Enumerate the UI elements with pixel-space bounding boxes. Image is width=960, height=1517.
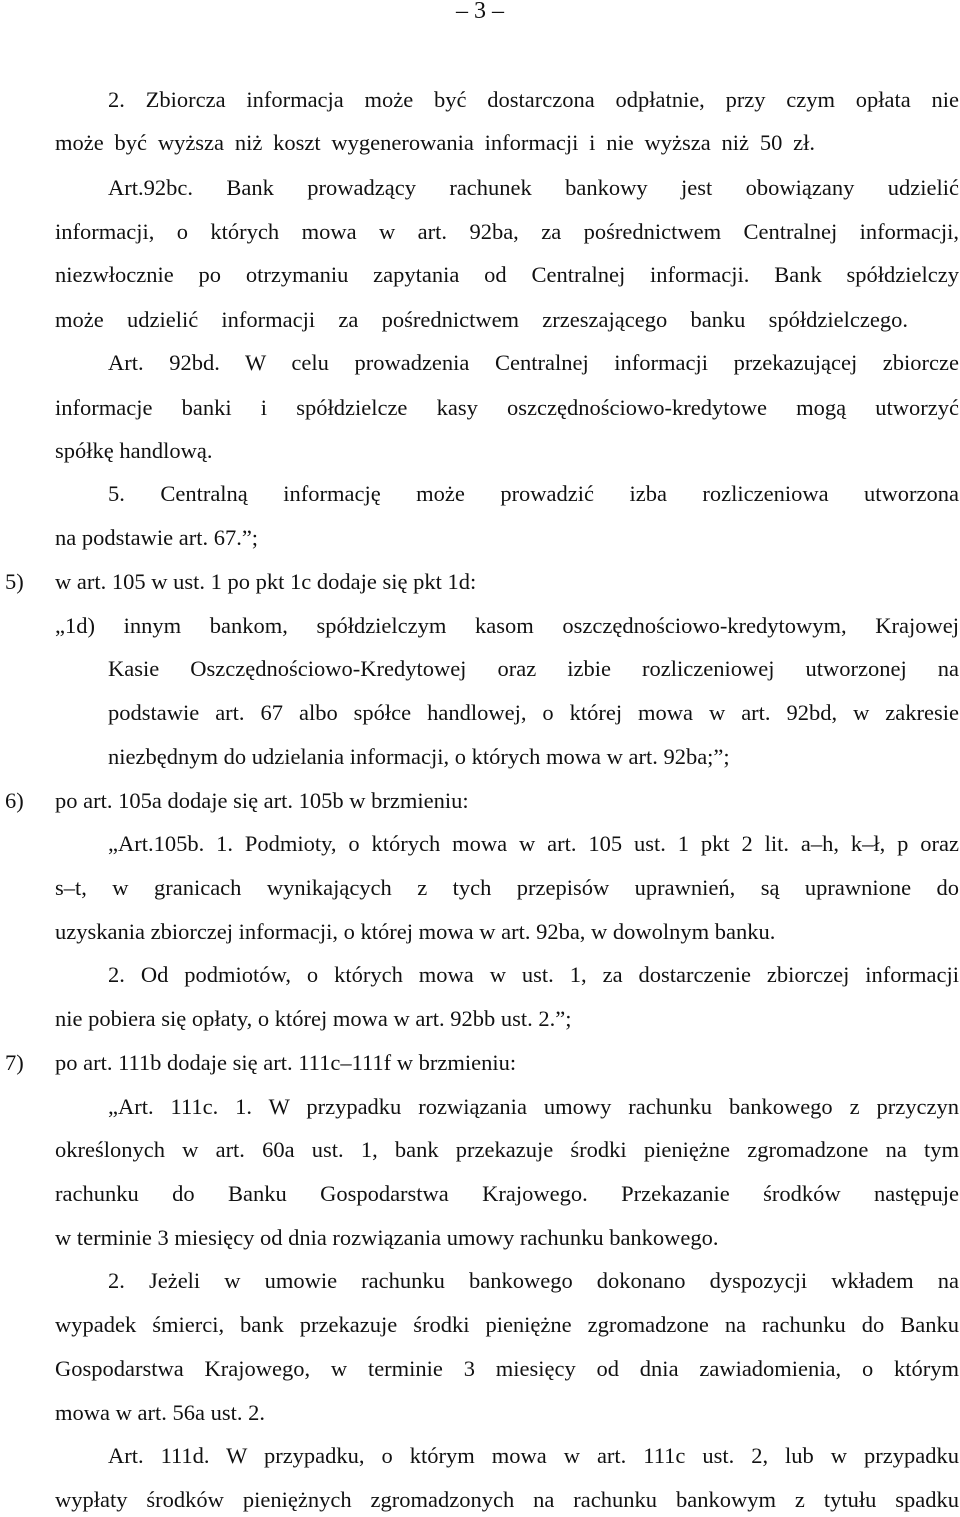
text-line: informacji, o których mowa w art. 92ba, za pośrednictwem Centralnej informacji, — [55, 219, 959, 244]
text-line: informacje banki i spółdzielcze kasy oszczędnościowo-kredytowe mogą utworzyć — [55, 395, 959, 420]
text-line: określonych w art. 60a ust. 1, bank przekazuje środki pieniężne zgromadzone na tym — [55, 1137, 959, 1162]
text-line: podstawie art. 67 albo spółce handlowej, o której mowa w art. 92bd, w zakresie — [108, 700, 959, 725]
text-line: wypłaty środków pieniężnych zgromadzonych na rachunku bankowym z tytułu spadku — [55, 1487, 959, 1512]
text-line: Art. 92bd. W celu prowadzenia Centralnej informacji przekazującej zbiorcze — [108, 350, 959, 375]
text-line: może udzielić informacji za pośrednictwem zrzeszającego banku spółdzielczego. — [55, 307, 908, 332]
text-line: mowa w art. 56a ust. 2. — [55, 1400, 265, 1425]
text-line: 2. Zbiorcza informacja może być dostarczona odpłatnie, przy czym opłata nie — [108, 87, 959, 112]
list-number: 6) — [5, 788, 24, 813]
text-line: niezbędnym do udzielania informacji, o których mowa w art. 92ba;”; — [108, 744, 730, 769]
text-line: Kasie Oszczędnościowo-Kredytowej oraz izbie rozliczeniowej utworzonej na — [108, 656, 959, 681]
page-number: – 3 – — [456, 0, 504, 24]
text-line: w terminie 3 miesięcy od dnia rozwiązania umowy rachunku bankowego. — [55, 1225, 719, 1250]
text-line: spółkę handlową. — [55, 438, 213, 463]
text-line: po art. 105a dodaje się art. 105b w brzmieniu: — [55, 788, 469, 813]
text-line: może być wyższa niż koszt wygenerowania informacji i nie wyższa niż 50 zł. — [55, 130, 815, 155]
text-line: „Art.105b. 1. Podmioty, o których mowa w art. 105 ust. 1 pkt 2 lit. a–h, k–ł, p oraz — [108, 831, 959, 856]
text-line: w art. 105 w ust. 1 po pkt 1c dodaje się pkt 1d: — [55, 569, 477, 594]
text-line: po art. 111b dodaje się art. 111c–111f w brzmieniu: — [55, 1050, 517, 1075]
text-line: Art.92bc. Bank prowadzący rachunek bankowy jest obowiązany udzielić — [108, 175, 959, 200]
text-line: s–t, w granicach wynikających z tych przepisów uprawnień, są uprawnione do — [55, 875, 959, 900]
list-number: 7) — [5, 1050, 24, 1075]
text-line: rachunku do Banku Gospodarstwa Krajowego. Przekazanie środków następuje — [55, 1181, 959, 1206]
text-line: na podstawie art. 67.”; — [55, 525, 259, 550]
text-line: 2. Od podmiotów, o których mowa w ust. 1, za dostarczenie zbiorczej informacji — [108, 962, 959, 987]
text-line: Gospodarstwa Krajowego, w terminie 3 miesięcy od dnia zawiadomienia, o którym — [55, 1356, 959, 1381]
text-line: „Art. 111c. 1. W przypadku rozwiązania umowy rachunku bankowego z przyczyn — [108, 1094, 959, 1119]
text-line: uzyskania zbiorczej informacji, o której mowa w art. 92ba, w dowolnym banku. — [55, 919, 776, 944]
text-line: wypadek śmierci, bank przekazuje środki pieniężne zgromadzone na rachunku do Banku — [55, 1312, 959, 1337]
text-line: 2. Jeżeli w umowie rachunku bankowego dokonano dyspozycji wkładem na — [108, 1268, 959, 1293]
text-line: Art. 111d. W przypadku, o którym mowa w art. 111c ust. 2, lub w przypadku — [108, 1443, 959, 1468]
text-line: nie pobiera się opłaty, o której mowa w art. 92bb ust. 2.”; — [55, 1006, 572, 1031]
text-line: niezwłocznie po otrzymaniu zapytania od Centralnej informacji. Bank spółdzielczy — [55, 262, 959, 287]
text-line: 5. Centralną informację może prowadzić izba rozliczeniowa utworzona — [108, 481, 959, 506]
list-number: 5) — [5, 569, 24, 594]
text-line: „1d) innym bankom, spółdzielczym kasom oszczędnościowo-kredytowym, Krajowej — [55, 613, 959, 638]
